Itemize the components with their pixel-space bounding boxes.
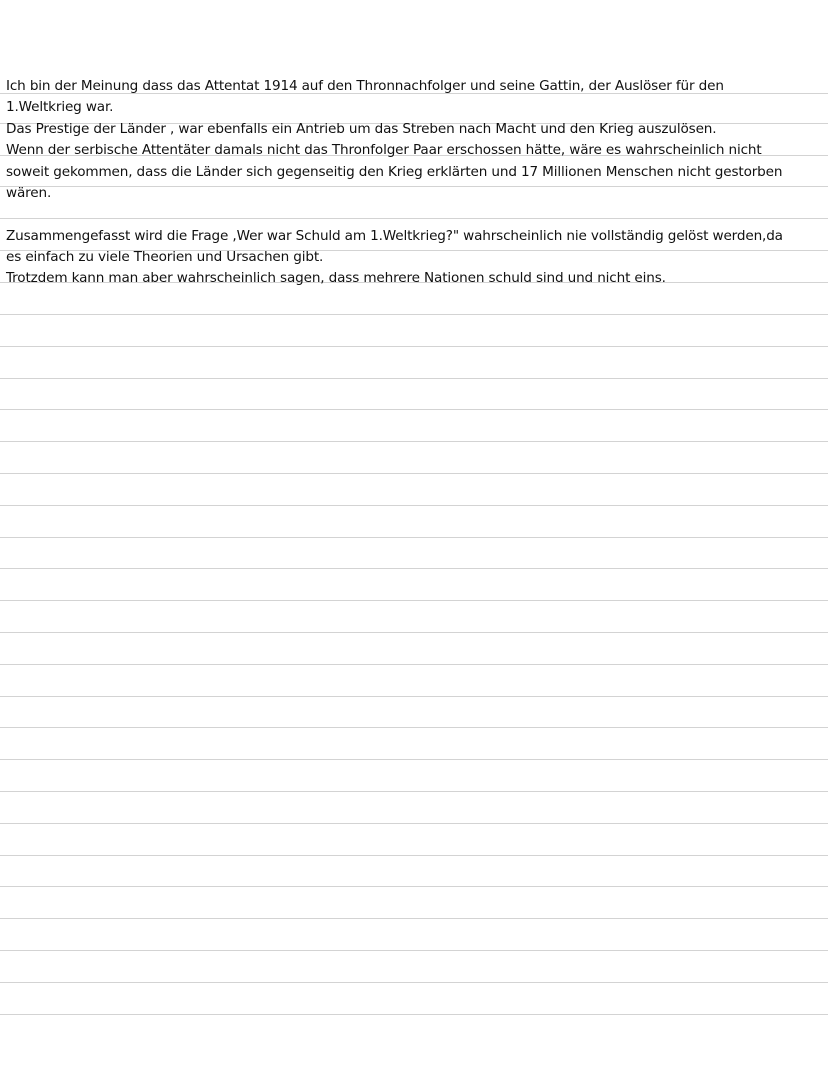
ruled-line (0, 727, 828, 728)
ruled-line (0, 632, 828, 633)
ruled-line (0, 855, 828, 856)
text-line: Wenn der serbische Attentäter damals nicht das Thronfolger Paar erschossen hätte, wäre es wahrscheinlich nicht (6, 142, 762, 158)
ruled-line (0, 314, 828, 315)
ruled-line (0, 759, 828, 760)
ruled-line (0, 886, 828, 887)
text-line: Ich bin der Meinung dass das Attentat 1914 auf den Thronnachfolger und seine Gattin, der Auslöser für den (6, 78, 724, 94)
ruled-line (0, 791, 828, 792)
ruled-line (0, 950, 828, 951)
ruled-line (0, 1014, 828, 1015)
ruled-line (0, 473, 828, 474)
text-line: Das Prestige der Länder , war ebenfalls ein Antrieb um das Streben nach Macht und den Krieg auszulösen. (6, 121, 717, 137)
text-line: soweit gekommen, dass die Länder sich gegenseitig den Krieg erklärten und 17 Millionen Menschen nicht gestorben (6, 164, 783, 180)
ruled-line (0, 505, 828, 506)
ruled-line (0, 823, 828, 824)
ruled-line (0, 918, 828, 919)
ruled-line (0, 218, 828, 219)
ruled-line (0, 409, 828, 410)
text-line: Zusammengefasst wird die Frage ,Wer war Schuld am 1.Weltkrieg?" wahrscheinlich nie vollständig gelöst werden,da (6, 228, 783, 244)
ruled-line (0, 441, 828, 442)
ruled-line (0, 378, 828, 379)
ruled-line (0, 664, 828, 665)
ruled-line (0, 982, 828, 983)
text-line: es einfach zu viele Theorien und Ursachen gibt. (6, 249, 324, 265)
text-line: 1.Weltkrieg war. (6, 99, 114, 115)
ruled-line (0, 600, 828, 601)
text-line: Trotzdem kann man aber wahrscheinlich sagen, dass mehrere Nationen schuld sind und nicht eins. (6, 270, 666, 286)
ruled-line (0, 186, 828, 187)
ruled-line (0, 537, 828, 538)
ruled-line (0, 696, 828, 697)
ruled-line (0, 568, 828, 569)
text-line: wären. (6, 185, 52, 201)
ruled-line (0, 346, 828, 347)
